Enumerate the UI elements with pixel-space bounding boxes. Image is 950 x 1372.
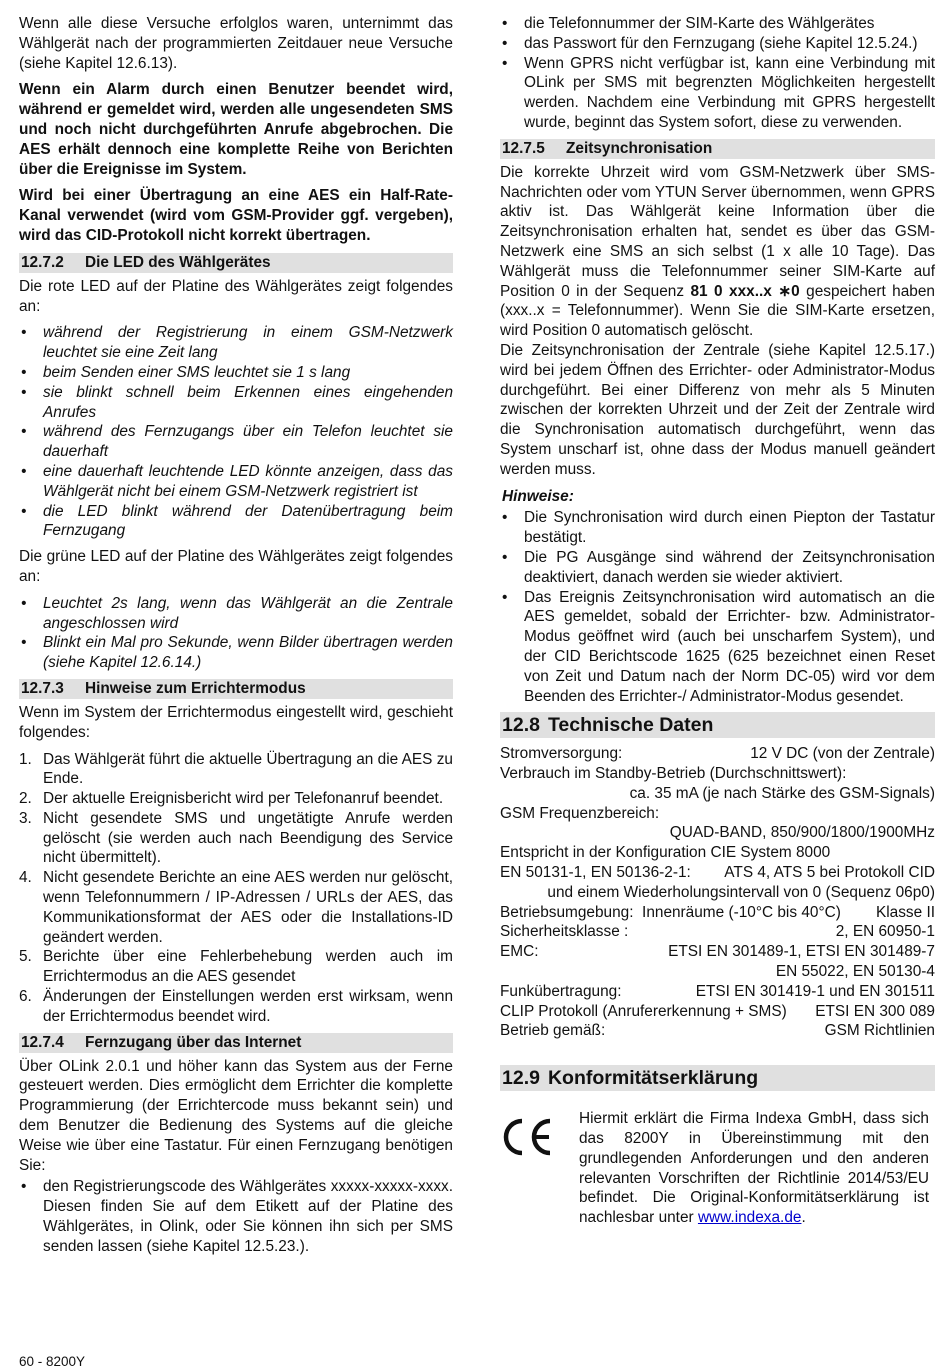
list-item: 5. Berichte über eine Fehlerbehebung werden auch im Errichtermodus an die AES gesendet <box>19 948 453 986</box>
list-item: • sie blinkt schnell beim Erkennen eines eingehenden Anrufes <box>19 383 453 423</box>
list-item: • beim Senden einer SMS leuchtet sie 1 s lang <box>19 363 453 383</box>
section-title: Die LED des Wählgerätes <box>85 253 271 271</box>
paragraph: Wenn alle diese Versuche erfolglos waren, unternimmt das Wählgerät nach der programmierten Zeitdauer neue Versuche (siehe Kapitel 12.6.13). <box>19 15 453 72</box>
list-item: 4. Nicht gesendete Berichte an eine AES werden nur gelöscht, wenn Telefonnummern / IP-Adressen / URLs der AES, das Kommunikationsformat der AES oder die Installations-ID geändert werden. <box>19 869 453 946</box>
right-column <box>500 14 935 1249</box>
list-item: 1. Das Wählgerät führt die aktuelle Übertragung an die AES zu Ende. <box>19 750 453 788</box>
left-column <box>19 14 453 1263</box>
list-item: • während des Fernzugangs über ein Telefon leuchtet sie dauerhaft <box>19 422 453 462</box>
section-heading-12-9 <box>500 1065 935 1091</box>
list-item: 6. Änderungen der Einstellungen werden erst wirksam, wenn der Errichtermodus beendet wird. <box>19 988 453 1025</box>
section-title: Hinweise zum Errichtermodus <box>85 679 306 697</box>
list-item: • das Passwort für den Fernzugang (siehe Kapitel 12.5.24.) <box>500 34 935 54</box>
section-title: Fernzugang über das Internet <box>85 1033 302 1051</box>
paragraph: Die grüne LED auf der Platine des Wählgerätes zeigt folgendes an: <box>19 548 453 585</box>
section-number: 12.7.2 <box>21 253 64 271</box>
notes-list <box>500 508 935 706</box>
paragraph: Die rote LED auf der Platine des Wählgerätes zeigt folgendes an: <box>19 277 453 315</box>
paragraph: Die Zeitsynchronisation der Zentrale (siehe Kapitel 12.5.17.) wird bei jedem Öffnen des Errichter- oder Administrator-Modus durchgeführt. Bei einer Differenz von mehr als 5 Minuten zwischen der korrekten Uhrzeit und der Zeit der Zentrale wird die Synchronisation automatisch durchgeführt, wenn das System unscharf ist, ohne dass der Modus manuell geändert werden muss. <box>500 341 935 478</box>
section-heading-12-7-2 <box>19 253 453 273</box>
list-item: • während der Registrierung in einem GSM-Netzwerk leuchtet sie eine Zeit lang <box>19 323 453 363</box>
section-number: 12.9 <box>502 1067 540 1090</box>
list-item: • den Registrierungscode des Wählgerätes xxxxx-xxxxx-xxxx. Diesen finden Sie auf dem Etikett auf der Platine des Wählgerätes, in Olink, oder Sie können ihn sich per SMS senden lassen (siehe Kapitel 12.5.23.). <box>19 1177 453 1256</box>
section-number: 12.7.3 <box>21 679 64 697</box>
list-item: • Die PG Ausgänge sind während der Zeitsynchronisation deaktiviert, danach werden sie wieder aktiviert. <box>500 548 935 588</box>
remote-access-list-continued <box>500 14 935 133</box>
green-led-list <box>19 594 453 673</box>
red-led-list <box>19 323 453 541</box>
conformity-text: Hiermit erklärt die Firma Indexa GmbH, dass sich das 8200Y in Übereinstimmung mit den grundlegenden Anforderungen und den anderen relevanten Vorschriften der Richtlinie 2014/53/EU befindet. Die Original-Konformitätserklärung ist nachlesbar unter www.indexa.de. <box>579 1110 929 1227</box>
conformity-block <box>500 1109 935 1249</box>
list-item: • eine dauerhaft leuchtende LED könnte anzeigen, dass das Wählgerät nicht bei einem GSM-Netzwerk registriert ist <box>19 462 453 502</box>
list-item: • die LED blinkt während der Datenübertragung beim Fernzugang <box>19 502 453 542</box>
ce-mark-icon <box>502 1117 556 1157</box>
installer-mode-list <box>19 750 453 1027</box>
list-item: • die Telefonnummer der SIM-Karte des Wählgerätes <box>500 14 935 34</box>
section-heading-12-7-5 <box>500 139 935 159</box>
indexa-link[interactable]: www.indexa.de <box>697 1209 802 1227</box>
section-title: Konformitätserklärung <box>547 1067 759 1090</box>
list-item: • Das Ereignis Zeitsynchronisation wird automatisch an die AES gemeldet, sobald der Errichter- bzw. Administrator-Modus geöffnet wird (auch bei unscharfem System), und der CID Berichtscode 1625 (625 bezeichnet einen Reset von Zeit und Datum nach der Norm DC-05) wird vor dem Beenden des Errichter-/ Administrator-Modus gesendet. <box>500 588 935 707</box>
paragraph: Über OLink 2.0.1 und höher kann das System aus der Ferne gesteuert werden. Dies ermöglicht dem Errichter die komplette Programmierung (der Errichtercode muss bekannt sein) und dem Benutzer die Bedienung des Systems auf die gleiche Weise wie über eine Tastatur. Für einen Fernzugang benötigen Sie: <box>19 1057 453 1174</box>
list-item: 2. Der aktuelle Ereignisbericht wird per Telefonanruf beendet. <box>19 790 444 808</box>
list-item: • Die Synchronisation wird durch einen Piepton der Tastatur bestätigt. <box>500 508 935 548</box>
list-item: • Blinkt ein Mal pro Sekunde, wenn Bilder übertragen werden (siehe Kapitel 12.6.14.) <box>19 633 453 673</box>
section-heading-12-7-4 <box>19 1033 453 1053</box>
paragraph: Die korrekte Uhrzeit wird vom GSM-Netzwerk über SMS-Nachrichten oder vom YTUN Server übernommen, wenn GPRS aktiv ist. Das Wählgerät keine Information über die Zeitsynchronisation erhalten hat, sendet es über das GSM-Netzwerk eine SMS an sich selbst (1 x alle 10 Tage). Das Wählgerät muss die Telefonnummer seiner SIM-Karte auf Position 0 in der Sequenz 81 0 xxx..x ∗0 gespeichert haben (xxx..x = Telefonnummer). Wenn Sie die SIM-Karte ersetzen, wird Position 0 automatisch gelöscht. <box>500 163 935 340</box>
section-heading-12-8 <box>500 712 935 738</box>
section-title: Zeitsynchronisation <box>566 139 713 157</box>
list-item: 3. Nicht gesendete SMS und ungetätigte Anrufe werden gelöscht (sie werden auch nach Beendigung des Service nicht übermittelt). <box>19 809 453 867</box>
remote-access-list <box>19 1177 453 1256</box>
section-number: 12.7.5 <box>502 139 545 157</box>
paragraph: Wenn im System der Errichtermodus eingestellt wird, geschieht folgendes: <box>19 703 453 741</box>
section-number: 12.7.4 <box>21 1033 64 1051</box>
section-heading-12-7-3 <box>19 679 453 699</box>
sequence-code: 81 0 xxx..x ∗0 <box>690 282 800 300</box>
page-footer: 60 - 8200Y <box>19 1354 86 1369</box>
list-item: • Leuchtet 2s lang, wenn das Wählgerät an die Zentrale angeschlossen wird <box>19 594 453 634</box>
list-item: • Wenn GPRS nicht verfügbar ist, kann eine Verbindung mit OLink per SMS mit begrenzten Möglichkeiten hergestellt werden. Nachdem eine Verbindung mit GPRS hergestellt wurde, beginnt das System sofort, diese zu verwenden. <box>500 54 935 133</box>
warning-paragraph: Wird bei einer Übertragung an eine AES ein Half-Rate-Kanal verwendet (wird vom GSM-Provider ggf. vergeben), wird das CID-Protokoll nicht korrekt übertragen. <box>19 187 453 244</box>
tech-specs: Stromversorgung: 12 V DC (von der Zentrale) Verbrauch im Standby-Betrieb (Durchschnittswert): ca. 35 mA (je nach Stärke des GSM-Signals) GSM Frequenzbereich: QUAD-BAND, 850/900/1800/1900MHz Entspricht in der Konfiguration CIE System 8000 EN 50131-1, EN 50136-2-1: ATS 4, ATS 5 bei Protokoll CID und einem Wiederholungsintervall von 0 (Sequenz 06p0) Betriebsumgebung: Innenräume (-10°C bis 40°C) Klasse II Sicherheitsklasse : 2, EN 60950-1 EMC: ETSI EN 301489-1, ETSI EN 301489-7 EN 55022, EN 50130-4 Funkübertragung: ETSI EN 301419-1 und EN 301511 CLIP Protokoll (Anrufererkennung + SMS) ETSI EN 300 089 Betrieb gemäß: GSM Richtlinien <box>500 745 935 1040</box>
warning-paragraph: Wenn ein Alarm durch einen Benutzer beendet wird, während er gemeldet wird, werden alle ungesendeten SMS und noch nicht durchgeführten Anrufe abgebrochen. Die AES erhält dennoch eine komplette Reihe von Berichten über die Ereignisse im System. <box>19 81 453 178</box>
section-title: Technische Daten <box>547 714 714 737</box>
section-number: 12.8 <box>502 714 540 737</box>
notes-label: Hinweise: <box>502 487 574 505</box>
